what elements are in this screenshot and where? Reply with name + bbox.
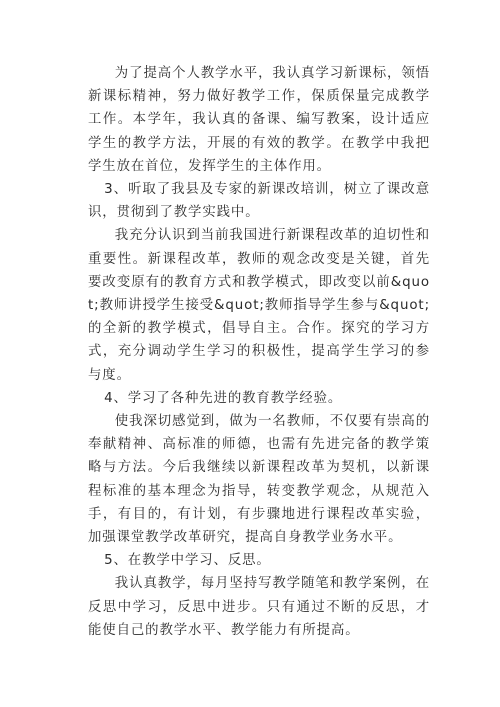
- paragraph-teacher-ethics: 使我深切感觉到，做为一名教师，不仅要有崇高的奉献精神、高标准的师德，也需有先进完备的教学策略与方法。今后我继续以新课程改革为契机，以新课程标准的基本理念为指导，转变教学观念，从规范入手，有目的，有计划，有步骤地进行课程改革实验，加强课堂教学改革研究，提高自身教学业务水平。: [88, 414, 430, 546]
- paragraph-reflection: 我认真教学，每月坚持写教学随笔和教学案例，在反思中学习，反思中进步。只有通过不断的反思，才能使自己的教学水平、教学能力有所提高。: [88, 576, 430, 638]
- paragraph-curriculum-reform: 我充分认识到当前我国进行新课程改革的迫切性和重要性。新课程改革，教师的观念改变是关键，首先要改变原有的教育方式和教学模式，即改变以前&quot;教师讲授学生接受&quot;教师指导学生参与&quot;的全新的教学模式，倡导自主。合作。探究的学习方式，充分调动学生学习的积极性，提高学生学习的参与度。: [88, 228, 430, 383]
- heading-item-5: 5、在教学中学习、反思。: [104, 553, 271, 569]
- heading-item-4: 4、学习了各种先进的教育教学经验。: [104, 390, 343, 406]
- document-body: [88, 62, 430, 642]
- paragraph-teaching-level: 为了提高个人教学水平，我认真学习新课标，领悟新课标精神，努力做好教学工作，保质保量完成教学工作。本学年，我认真的备课、编写教案，设计适应学生的教学方法，开展的有效的教学。在教学中我把学生放在首位，发挥学生的主体作用。: [88, 66, 430, 174]
- heading-item-3: 3、听取了我县及专家的新课改培训，树立了课改意识，贯彻到了教学实践中。: [88, 182, 430, 221]
